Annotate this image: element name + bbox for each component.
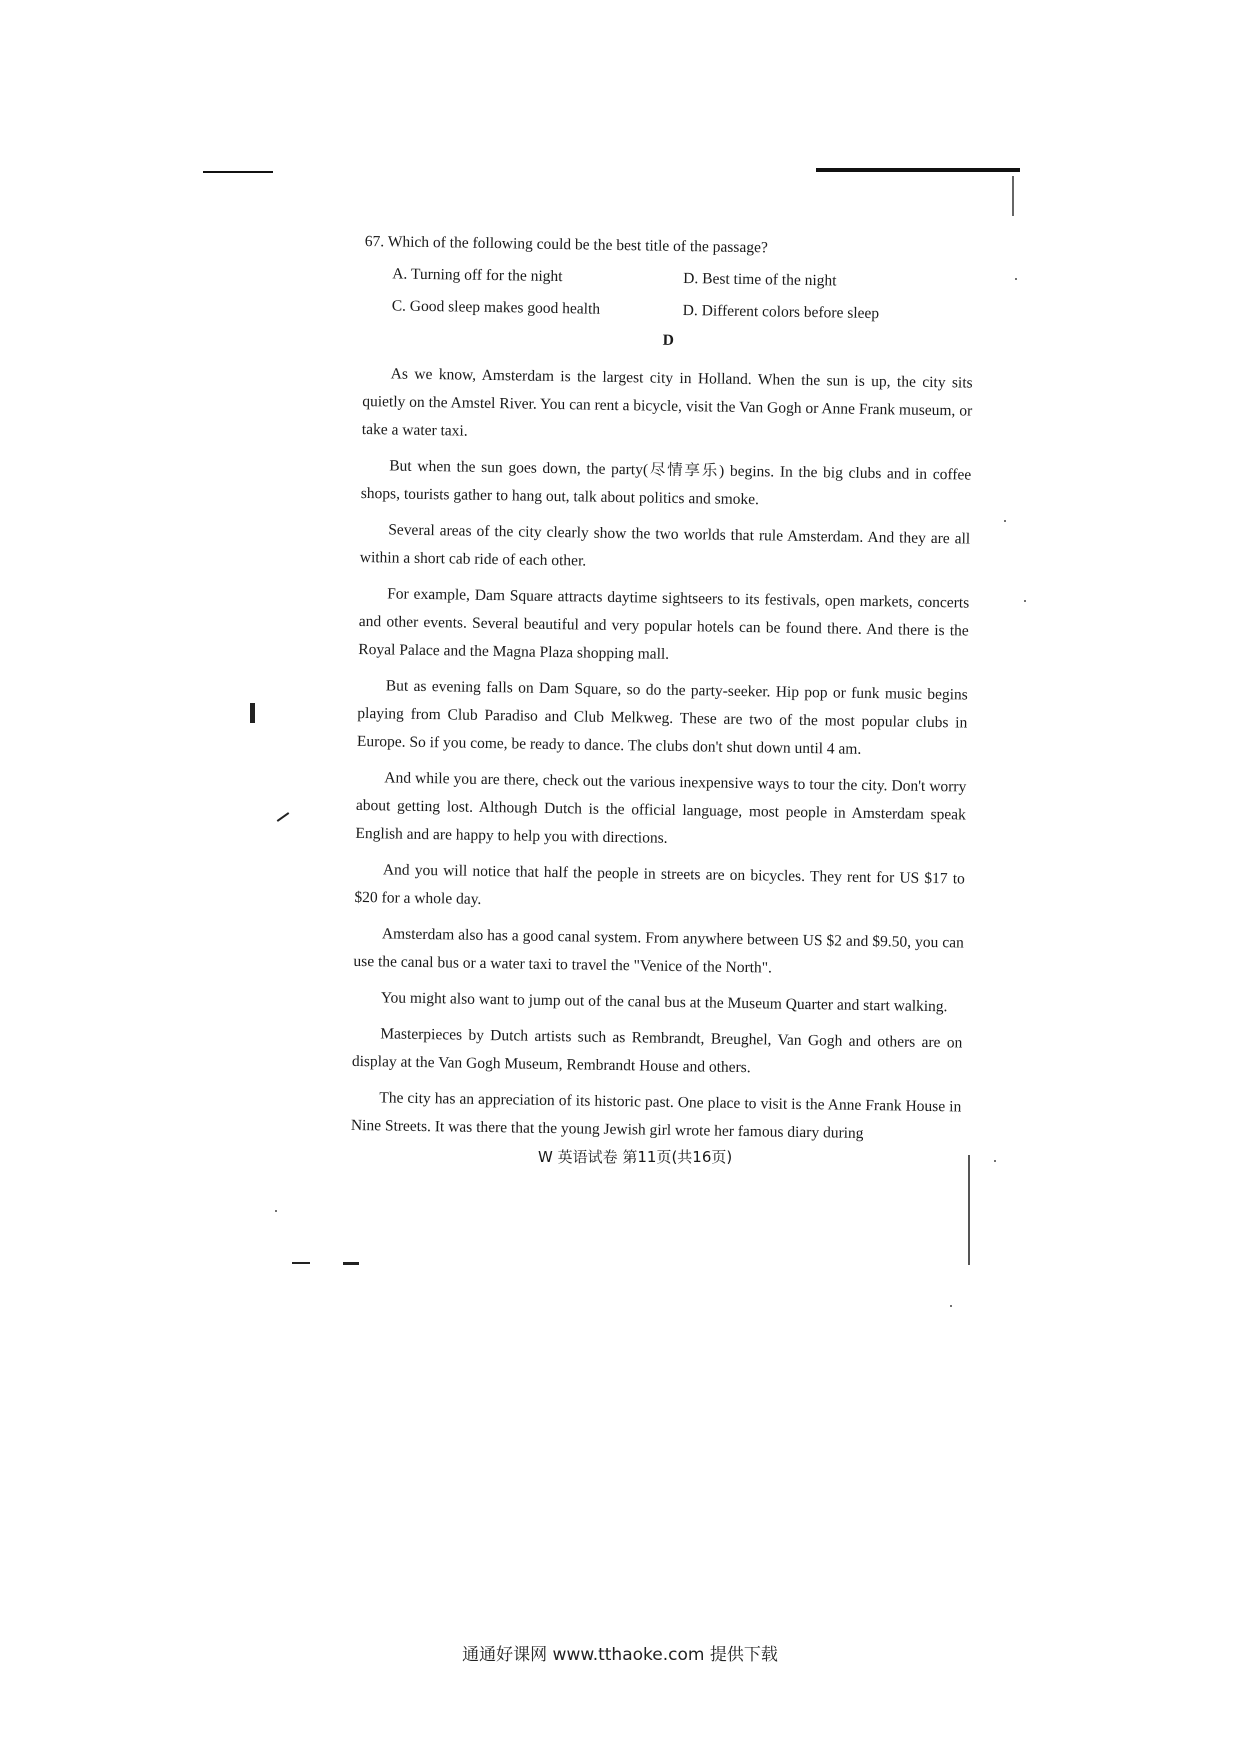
option-text: Different colors before sleep bbox=[701, 302, 880, 323]
page-footer: W 英语试卷 第11页(共16页) bbox=[538, 1148, 733, 1166]
exam-content bbox=[351, 228, 975, 1157]
paragraph: And you will notice that half the people in streets are on bicycles. They rent for US $17 to $20 for a whole day. bbox=[354, 861, 965, 908]
paragraph: The city has an appreciation of its historic past. One place to visit is the Anne Frank House in Nine Streets. It was there that the young Jewish girl wrote her famous diary during bbox=[350, 1089, 962, 1142]
option-c bbox=[392, 292, 683, 325]
answer-options bbox=[392, 260, 975, 329]
option-text: Good sleep makes good health bbox=[409, 297, 601, 318]
scan-edge-line-left bbox=[203, 171, 273, 173]
option-text: Best time of the night bbox=[702, 270, 837, 290]
paragraph: Masterpieces by Dutch artists such as Rembrandt, Breughel, Van Gogh and others are on display at the Van Gogh Museum, Rembrandt House and others. bbox=[351, 1025, 963, 1077]
paragraph: But as evening falls on Dam Square, so do the party-seeker. Hip pop or funk music begins playing from Club Paradiso and Club Melkweg. These are two of the most popular clubs in Europe. So if you come, be ready to dance. The clubs don't shut down until 4 am. bbox=[356, 677, 968, 758]
scan-edge-vertical-right-lower bbox=[968, 1155, 970, 1265]
option-text: Turning off for the night bbox=[410, 265, 563, 286]
scan-mark-bottom-1 bbox=[292, 1262, 310, 1264]
scan-dot bbox=[275, 1210, 277, 1212]
option-a bbox=[392, 260, 683, 293]
paragraph: And while you are there, check out the various inexpensive ways to tour the city. Don't worry about getting lost. Although Dutch is the official language, most people in Amsterdam speak English and are happy to help you with directions. bbox=[355, 769, 967, 847]
scan-dot bbox=[950, 1305, 952, 1307]
question-number: 67. bbox=[364, 232, 385, 251]
scan-mark-slash bbox=[277, 812, 290, 822]
question-text: Which of the following could be the best title of the passage? bbox=[387, 233, 768, 257]
paragraph: But when the sun goes down, the party(尽情享乐) begins. In the big clubs and in coffee shops, tourists gather to hang out, talk about politics and smoke. bbox=[360, 457, 972, 509]
option-letter: A. bbox=[392, 265, 408, 283]
section-label: D bbox=[662, 331, 675, 349]
option-d bbox=[683, 297, 974, 330]
scan-dot bbox=[1024, 600, 1026, 602]
option-letter: D. bbox=[683, 270, 699, 288]
option-letter: D. bbox=[682, 302, 698, 320]
download-note: 通通好课网 www.tthaoke.com 提供下载 bbox=[462, 1645, 778, 1665]
paragraph: Amsterdam also has a good canal system. From anywhere between US $2 and $9.50, you can use the canal bus or a water taxi to travel the "Venice of the North". bbox=[353, 925, 964, 977]
paragraph: Several areas of the city clearly show the two worlds that rule Amsterdam. And they are all within a short cab ride of each other. bbox=[359, 521, 971, 570]
paragraph: As we know, Amsterdam is the largest city in Holland. When the sun is up, the city sits quietly on the Amstel River. You can rent a bicycle, visit the Van Gogh or Anne Frank museum, or take a water taxi. bbox=[361, 365, 973, 440]
scan-edge-line-right bbox=[816, 168, 1020, 172]
scan-edge-vertical-right bbox=[1012, 176, 1014, 216]
scan-mark-left bbox=[250, 703, 255, 723]
scan-mark-bottom-2 bbox=[343, 1262, 359, 1265]
question-67 bbox=[364, 229, 975, 266]
scan-dot bbox=[1015, 278, 1017, 280]
paragraph: For example, Dam Square attracts daytime sightseers to its festivals, open markets, concerts and other events. Several beautiful and very popular hotels can be found there. And there is the Royal Palace and the Magna Plaza shopping mall. bbox=[358, 585, 970, 663]
paragraph: You might also want to jump out of the canal bus at the Museum Quarter and start walking. bbox=[380, 989, 948, 1016]
option-b bbox=[683, 265, 974, 298]
scan-dot bbox=[994, 1160, 996, 1162]
scan-dot bbox=[1004, 520, 1006, 522]
option-letter: C. bbox=[391, 297, 407, 315]
